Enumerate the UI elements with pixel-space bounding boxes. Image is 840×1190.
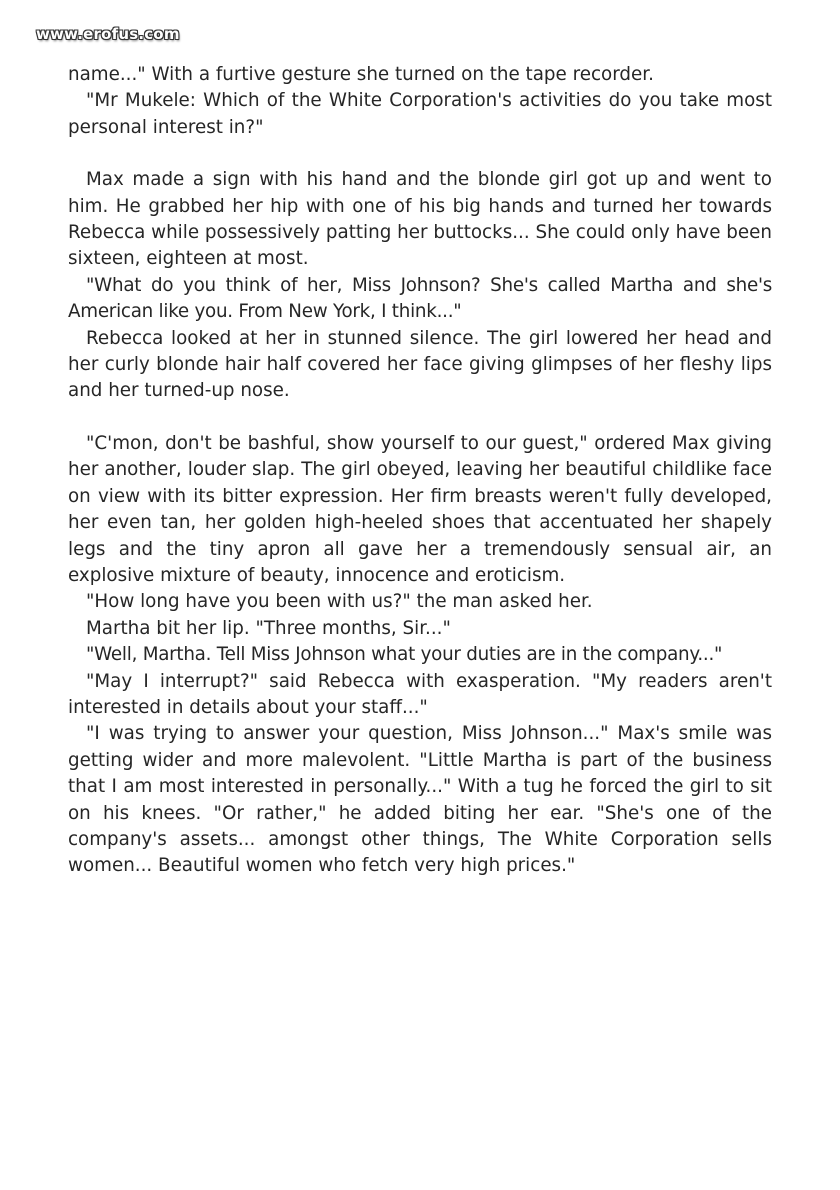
paragraph: "I was trying to answer your question, Miss Johnson..." Max's smile was getting wider and more malevolent. "Little Martha is part of the business that I am most interested in personally..." With a tug he forced the girl to sit on his knees. "Or rather," he added biting her ear. "She's one of the company's assets... amongst other things, The White Corporation sells women... Beautiful women who fetch very high prices." bbox=[68, 723, 772, 877]
paragraph: "May I interrupt?" said Rebecca with exasperation. "My readers aren't interested in details about your staff..." bbox=[68, 670, 772, 718]
paragraph: Max made a sign with his hand and the blonde girl got up and went to him. He grabbed her hip with one of his big hands and turned her towards Rebecca while possessively patting her buttocks... She could only have been sixteen, eighteen at most. bbox=[68, 169, 772, 270]
site-watermark: www.erofus.com bbox=[36, 25, 180, 43]
paragraph: name..." With a furtive gesture she turned on the tape recorder. bbox=[68, 64, 654, 85]
page-text bbox=[68, 62, 772, 880]
paragraph: "Well, Martha. Tell Miss Johnson what your duties are in the company..." bbox=[86, 644, 723, 666]
paragraph: Martha bit her lip. "Three months, Sir..." bbox=[86, 617, 451, 639]
paragraph: "C'mon, don't be bashful, show yourself to our guest," ordered Max giving her another, louder slap. The girl obeyed, leaving her beautiful childlike face on view with its bitter expression. Her firm breasts weren't fully developed, her even tan, her golden high-heeled shoes that accentuated her shapely legs and the tiny apron all gave her a tremendously sensual air, an explosive mixture of beauty, innocence and eroticism. bbox=[68, 432, 772, 586]
paragraph: "How long have you been with us?" the man asked her. bbox=[86, 591, 593, 613]
paragraph: Rebecca looked at her in stunned silence. The girl lowered her head and her curly blonde hair half covered her face giving glimpses of her fleshy lips and her turned-up nose. bbox=[68, 327, 772, 402]
paragraph: "Mr Mukele: Which of the White Corporation's activities do you take most personal interest in?" bbox=[68, 90, 772, 138]
paragraph: "What do you think of her, Miss Johnson? She's called Martha and she's American like you. From New York, I think..." bbox=[68, 274, 772, 323]
